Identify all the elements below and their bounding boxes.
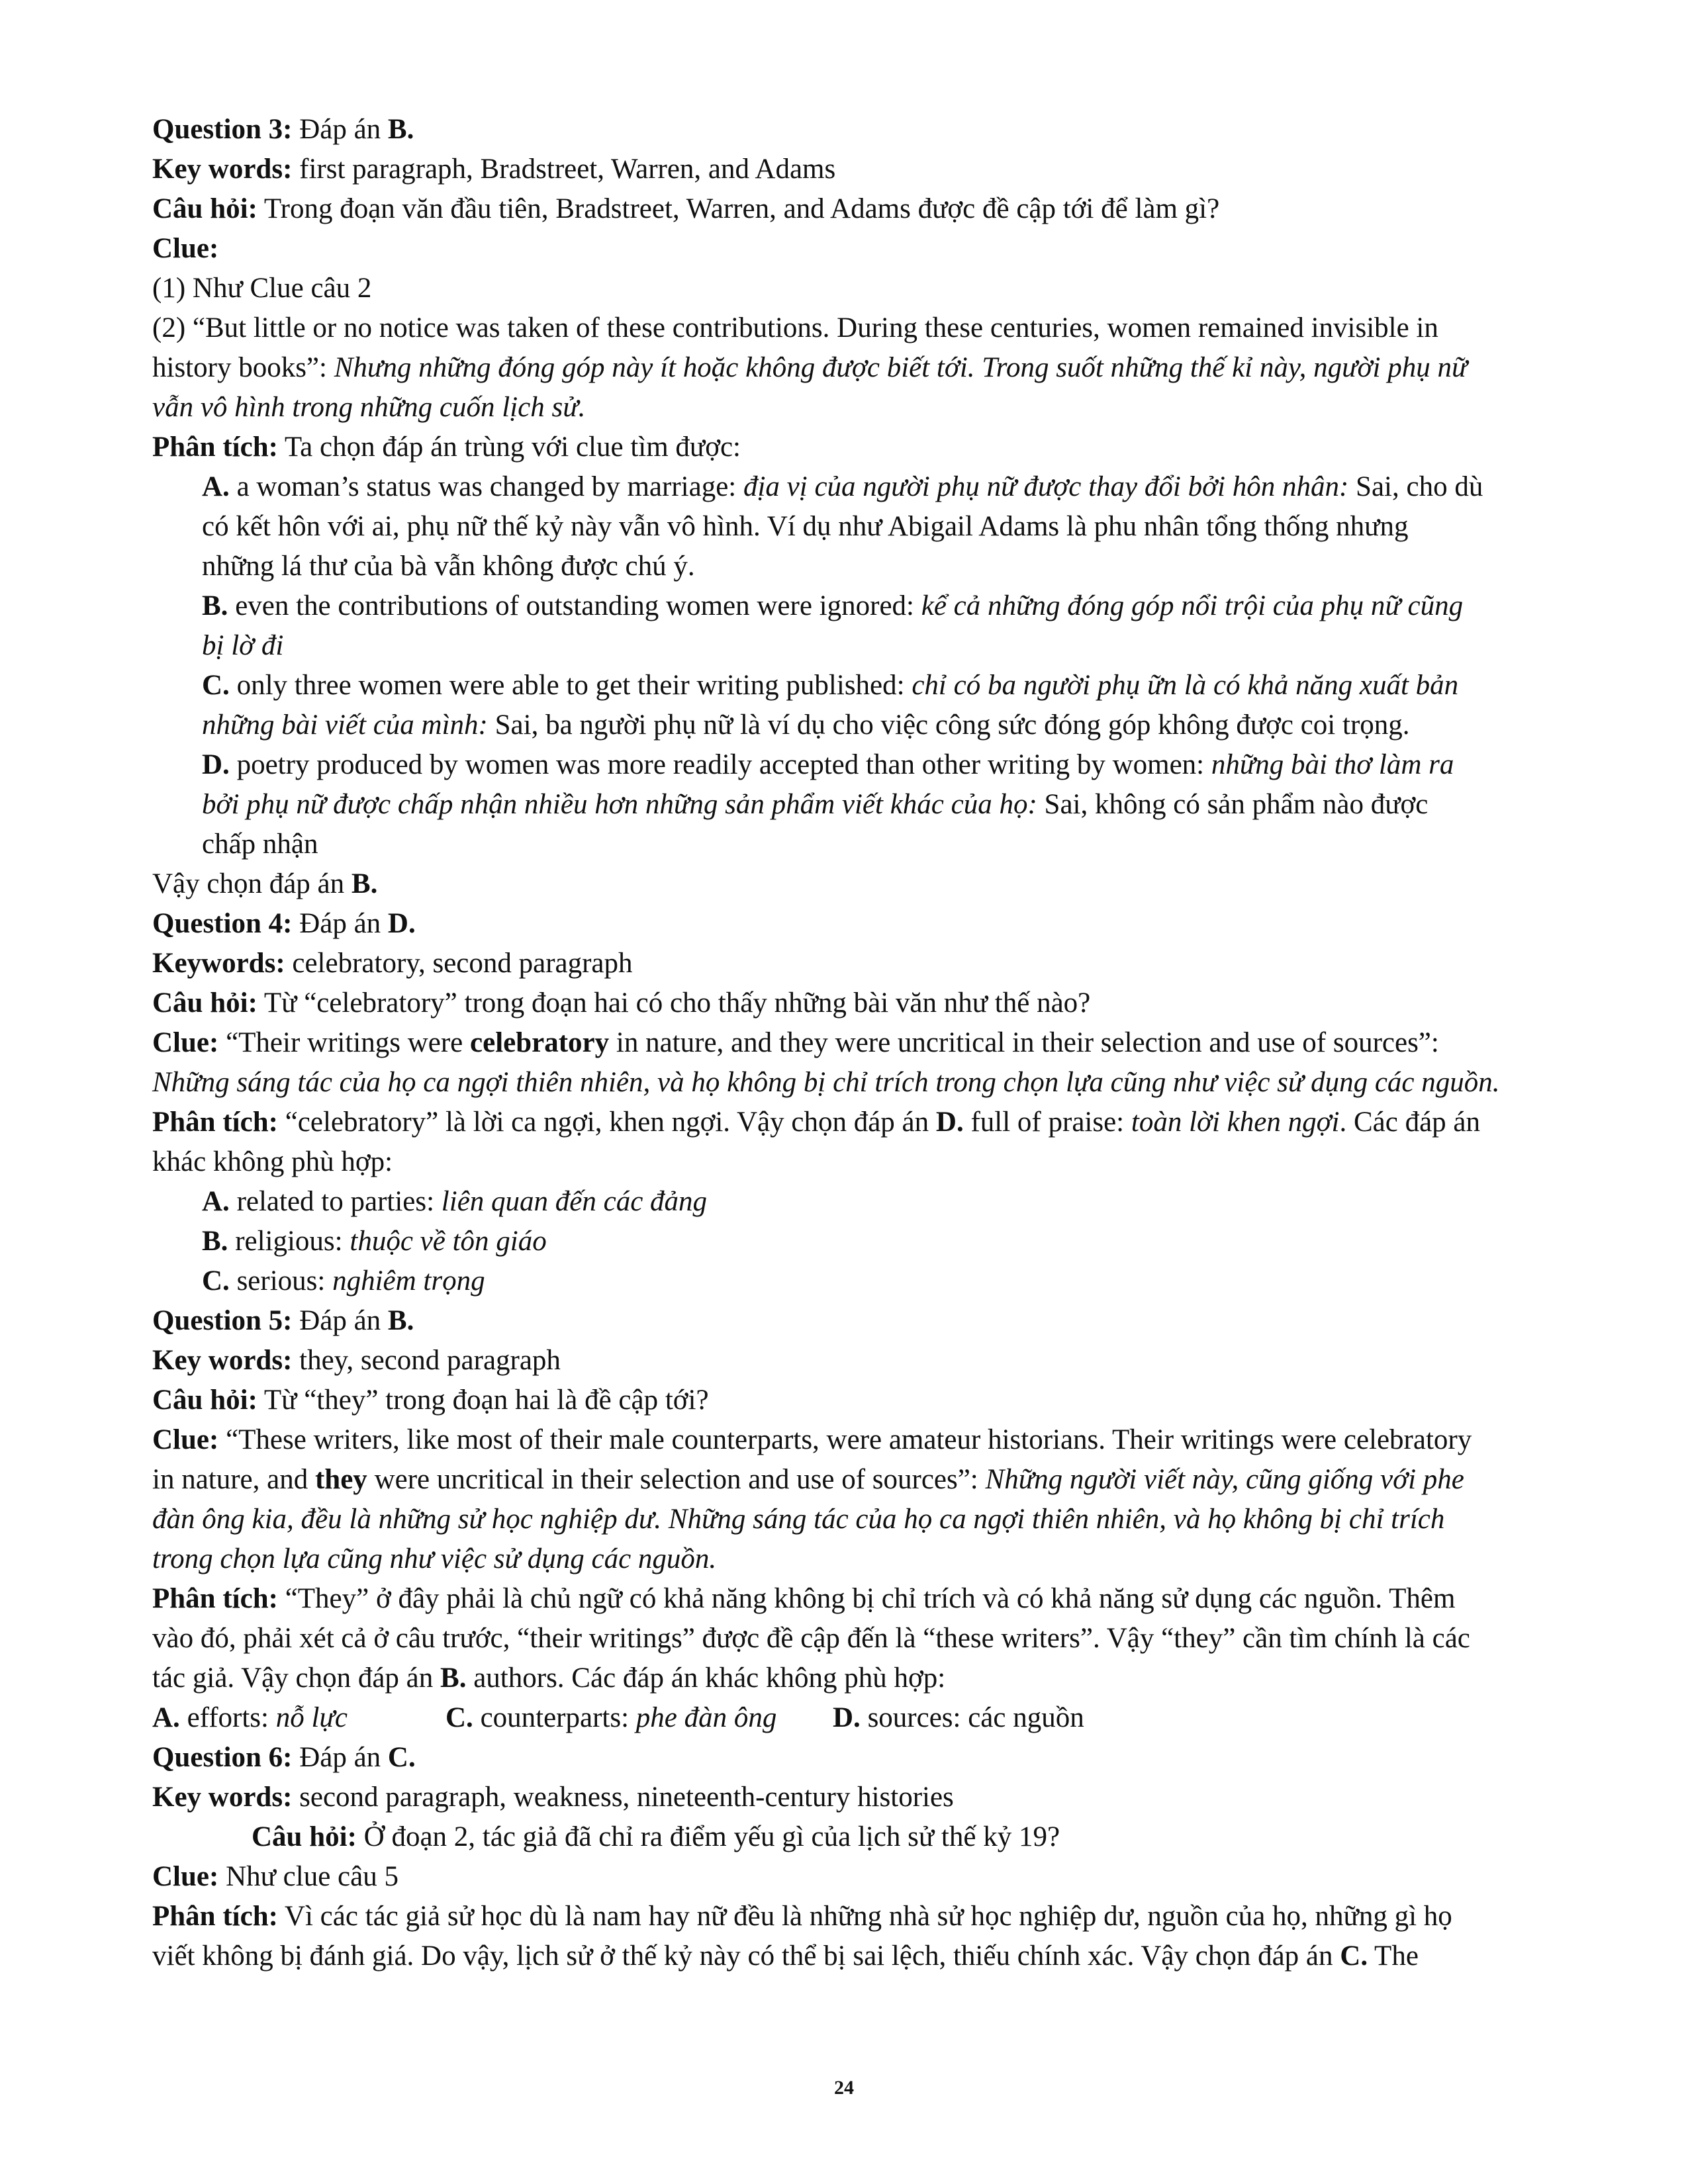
document-page [152,110,1556,1976]
q4-option-c: C. serious: nghiêm trọng [202,1265,485,1297]
q6-clue: Clue: Như clue câu 5 [152,1861,399,1892]
q3-keywords: Key words: first paragraph, Bradstreet, Warren, and Adams [152,154,836,185]
q4-analysis: Phân tích: “celebratory” là lời ca ngợi, khen ngợi. Vậy chọn đáp án D. full of praise: toàn lời khen ngợi. Các đáp án [152,1107,1481,1138]
q6-heading: Question 6: Đáp án C. [152,1742,416,1773]
q5-clue: Clue: “These writers, like most of their male counterparts, were amateur historians. Their writings were celebratory [152,1424,1472,1455]
q5-option-a: A. efforts: nỗ lực [152,1702,348,1733]
q3-conclusion: Vậy chọn đáp án B. [152,868,378,899]
q3-option-c: C. only three women were able to get their writing published: chỉ có ba người phụ ữn là có khả năng xuất bản [202,670,1459,701]
q3-option-a-line-3: những lá thư của bà vẫn không được chú ý. [202,551,695,582]
q5-option-d: D. sources: các nguồn [833,1702,1084,1733]
q6-analysis-line-2: viết không bị đánh giá. Do vậy, lịch sử ở thế kỷ này có thể bị sai lệch, thiếu chính xác. Vậy chọn đáp án C. The [152,1940,1419,1972]
q6-question: Câu hỏi: Ở đoạn 2, tác giả đã chỉ ra điểm yếu gì của lịch sử thế kỷ 19? [252,1821,1060,1852]
q5-clue-line-4: trong chọn lựa cũng như việc sử dụng các nguồn. [152,1543,717,1574]
q4-clue-translation: Những sáng tác của họ ca ngợi thiên nhiên, và họ không bị chỉ trích trong chọn lựa cũng như việc sử dụng các nguồn. [152,1067,1500,1098]
q3-option-a: A. a woman’s status was changed by marriage: địa vị của người phụ nữ được thay đổi bởi hôn nhân: Sai, cho dù [202,471,1483,502]
q5-heading: Question 5: Đáp án B. [152,1305,414,1336]
q4-option-b: B. religious: thuộc về tôn giáo [202,1226,547,1257]
q5-clue-line-2: in nature, and they were uncritical in their selection and use of sources”: Những người viết này, cũng giống với phe [152,1464,1464,1495]
q5-analysis: Phân tích: “They” ở đây phải là chủ ngữ có khả năng không bị chỉ trích và có khả năng sử dụng các nguồn. Thêm [152,1583,1456,1614]
q3-option-d-line-2: bởi phụ nữ được chấp nhận nhiều hơn những sản phẩm viết khác của họ: Sai, không có sản phẩm nào được [202,789,1429,820]
q6-analysis: Phân tích: Vì các tác giả sử học dù là nam hay nữ đều là những nhà sử học nghiệp dư, nguồn của họ, những gì họ [152,1901,1452,1932]
q4-keywords: Keywords: celebratory, second paragraph [152,948,633,979]
q3-clue-2-line-3: vẫn vô hình trong những cuốn lịch sử. [152,392,586,423]
q3-clue-label: Clue: [152,233,219,264]
q3-clue-1: (1) Như Clue câu 2 [152,273,372,304]
q5-option-c: C. counterparts: phe đàn ông [445,1702,777,1733]
q3-analysis: Phân tích: Ta chọn đáp án trùng với clue tìm được: [152,432,741,463]
q3-option-a-line-2: có kết hôn với ai, phụ nữ thế kỷ này vẫn vô hình. Ví dụ như Abigail Adams là phu nhân tổng thống nhưng [202,511,1409,542]
q5-keywords: Key words: they, second paragraph [152,1345,561,1376]
q3-heading: Question 3: Đáp án B. [152,114,414,145]
q3-option-b: B. even the contributions of outstanding women were ignored: kể cả những đóng góp nổi trội của phụ nữ cũng [202,590,1464,621]
q6-keywords: Key words: second paragraph, weakness, nineteenth-century histories [152,1782,954,1813]
q4-clue: Clue: “Their writings were celebratory in nature, and they were uncritical in their selection and use of sources”: [152,1027,1439,1058]
q5-clue-line-3: đàn ông kia, đều là những sử học nghiệp dư. Những sáng tác của họ ca ngợi thiên nhiên, và họ không bị chỉ trích [152,1504,1445,1535]
q3-question: Câu hỏi: Trong đoạn văn đầu tiên, Bradstreet, Warren, and Adams được đề cập tới để làm gì? [152,193,1220,224]
q5-question: Câu hỏi: Từ “they” trong đoạn hai là đề cập tới? [152,1385,709,1416]
page-number: 24 [834,2077,854,2099]
q3-option-d: D. poetry produced by women was more readily accepted than other writing by women: những bài thơ làm ra [202,749,1454,780]
q5-analysis-line-2: vào đó, phải xét cả ở câu trước, “their writings” được đề cập đến là “these writers”. Vậy “they” cần tìm chính là các [152,1623,1470,1654]
q5-other-options [152,1698,1556,1738]
q4-analysis-line-2: khác không phù hợp: [152,1146,393,1177]
q5-analysis-line-3: tác giả. Vậy chọn đáp án B. authors. Các đáp án khác không phù hợp: [152,1662,946,1694]
q4-option-a: A. related to parties: liên quan đến các đảng [202,1186,708,1217]
q4-heading: Question 4: Đáp án D. [152,908,416,939]
q3-clue-2-line-1: (2) “But little or no notice was taken of these contributions. During these centuries, women remained invisible in [152,312,1438,343]
q3-option-b-line-2: bị lờ đi [202,630,284,661]
q3-clue-2-line-2: history books”: Nhưng những đóng góp này ít hoặc không được biết tới. Trong suốt những thế kỉ này, người phụ nữ [152,352,1468,383]
q3-option-d-line-3: chấp nhận [202,829,318,860]
q4-question: Câu hỏi: Từ “celebratory” trong đoạn hai có cho thấy những bài văn như thế nào? [152,987,1091,1019]
q3-option-c-line-2: những bài viết của mình: Sai, ba người phụ nữ là ví dụ cho việc công sức đóng góp không được coi trọng. [202,709,1410,741]
